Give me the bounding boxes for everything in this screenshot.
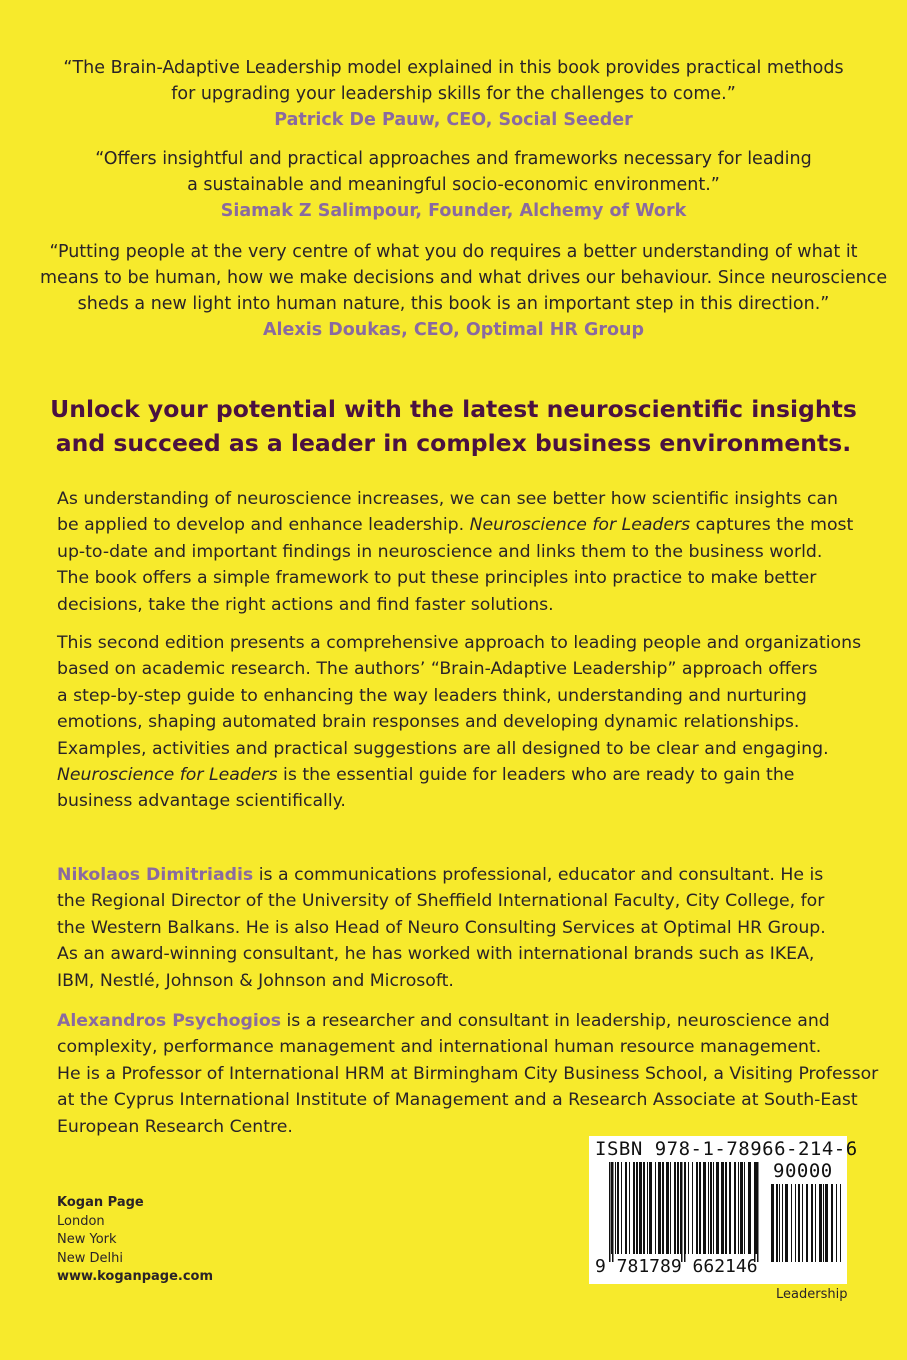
author-2-line-2: complexity, performance management and international human resource management.	[57, 1037, 822, 1058]
barcode-bar	[703, 1162, 706, 1254]
publisher-city-new-york: New York	[57, 1232, 117, 1247]
barcode-bar	[734, 1162, 736, 1254]
author-2-line-1	[57, 1008, 887, 1034]
barcode-bar	[621, 1162, 622, 1254]
barcode-bar	[629, 1162, 630, 1254]
quote-2-line-2: a sustainable and meaningful socio-economic environment.”	[187, 175, 720, 195]
barcode-bar	[811, 1184, 813, 1262]
publisher-website: www.koganpage.com	[57, 1269, 214, 1284]
desc-1-line-2	[57, 512, 887, 538]
barcode-bar	[771, 1184, 774, 1262]
author-1-line-4: As an award-winning consultant, he has worked with international brands such as IKEA,	[57, 944, 815, 965]
barcode-bar	[840, 1184, 841, 1262]
barcode-guard-bar	[612, 1162, 614, 1262]
author-1-line-3: the Western Balkans. He is also Head of Neuro Consulting Services at Optimal HR Group.	[57, 917, 826, 938]
author-2-line-1-rest: is a researcher and consultant in leadership, neuroscience and	[280, 1011, 830, 1031]
barcode-bar	[823, 1184, 824, 1262]
quote-3-line-1: “Putting people at the very centre of what you do requires a better understanding of what it	[49, 242, 858, 262]
barcode-bar	[655, 1162, 656, 1254]
quote-2	[40, 146, 867, 224]
desc-2-line-4: emotions, shaping automated brain responses and developing dynamic relationships.	[57, 712, 800, 733]
quote-1	[40, 55, 867, 133]
barcode-bar	[708, 1162, 709, 1254]
quote-3-line-3: sheds a new light into human nature, this book is an important step in this direction.”	[77, 294, 830, 314]
barcode-bar	[748, 1162, 751, 1254]
barcode-bar	[740, 1162, 743, 1254]
author-2-line-3: He is a Professor of International HRM at Birmingham City Business School, a Visiting Professor	[57, 1063, 879, 1084]
desc-2-line-2: based on academic research. The authors’ “Brain-Adaptive Leadership” approach offers	[57, 659, 818, 680]
author-bio-1	[57, 862, 887, 994]
barcode-bar	[806, 1184, 808, 1262]
author-bio-2	[57, 1008, 887, 1140]
desc-2-line-6-end: is the essential guide for leaders who are ready to gain the	[277, 765, 795, 786]
barcode-bar	[798, 1184, 800, 1262]
barcode-bar	[615, 1162, 616, 1254]
barcode-bar	[662, 1162, 664, 1254]
barcode-guard-bar	[754, 1162, 756, 1262]
ean-digits: 9 781789 662146	[595, 1256, 758, 1277]
quote-2-line-1: “Offers insightful and practical approaches and frameworks necessary for leading	[95, 149, 812, 169]
quote-3-attribution: Alexis Doukas, CEO, Optimal HR Group	[263, 320, 644, 340]
publisher-city-new-delhi: New Delhi	[57, 1250, 123, 1266]
desc-1-line-4: The book offers a simple framework to put these principles into practice to make better	[57, 568, 817, 589]
author-2-name: Alexandros Psychogios	[57, 1011, 281, 1031]
quote-1-line-1: “The Brain-Adaptive Leadership model explained in this book provides practical methods	[63, 58, 844, 78]
barcode-bar	[658, 1162, 661, 1254]
barcode-bar	[785, 1184, 788, 1262]
description-paragraph-2	[57, 630, 887, 815]
barcode-bar	[688, 1162, 689, 1254]
barcode-bar	[791, 1184, 792, 1262]
desc-1-line-5: decisions, take the right actions and find faster solutions.	[57, 594, 554, 615]
quote-1-attribution: Patrick De Pauw, CEO, Social Seeder	[274, 110, 633, 130]
barcode-bar	[716, 1162, 719, 1254]
quote-2-attribution: Siamak Z Salimpour, Founder, Alchemy of Work	[220, 201, 687, 221]
barcode-bar	[674, 1162, 676, 1254]
barcode-bar	[625, 1162, 627, 1254]
barcode-bar	[639, 1162, 642, 1254]
barcode-bar	[802, 1184, 803, 1262]
barcode-bar	[680, 1162, 681, 1254]
barcode-bar	[617, 1162, 619, 1254]
barcode-guard-bar	[757, 1162, 759, 1262]
barcode-bar	[738, 1162, 739, 1254]
publisher-city-london: London	[57, 1213, 105, 1229]
barcode-bar	[633, 1162, 635, 1254]
barcode-bar	[670, 1162, 671, 1254]
barcode-bar	[729, 1162, 731, 1254]
barcode-bar	[696, 1162, 698, 1254]
barcode-guard-bar	[609, 1162, 611, 1262]
book-title-italic-2: Neuroscience for Leaders	[57, 765, 278, 786]
barcode-bar	[699, 1162, 701, 1254]
barcode-bar	[725, 1162, 727, 1254]
price-code: 90000	[773, 1160, 833, 1182]
barcode-bar	[649, 1162, 652, 1254]
category-label: Leadership	[776, 1287, 848, 1302]
quote-3-line-2: means to be human, how we make decisions and what drives our behaviour. Since neuroscience	[40, 268, 888, 288]
barcode-bar	[776, 1184, 778, 1262]
publisher-block	[57, 1194, 213, 1287]
barcode-bar	[636, 1162, 638, 1254]
barcode-bar	[831, 1184, 833, 1262]
desc-2-line-5: Examples, activities and practical suggestions are all designed to be clear and engaging.	[57, 738, 829, 759]
barcode-guard-bar	[681, 1162, 683, 1262]
desc-1-line-2-end: captures the most	[690, 515, 854, 536]
barcode-bar	[815, 1184, 816, 1262]
author-1-line-1	[57, 862, 887, 888]
barcode-guard-bar	[684, 1162, 686, 1262]
desc-2-line-3: a step-by-step guide to enhancing the way leaders think, understanding and nurturing	[57, 685, 807, 706]
desc-2-line-1: This second edition presents a comprehensive approach to leading people and organizations	[57, 633, 862, 653]
barcode-bar	[647, 1162, 648, 1254]
barcode-bar	[779, 1184, 780, 1262]
barcode-bar	[643, 1162, 645, 1254]
desc-1-line-1: As understanding of neuroscience increases, we can see better how scientific insights can	[57, 489, 839, 509]
barcode-bar	[825, 1184, 828, 1262]
isbn-barcode	[589, 1136, 858, 1284]
headline	[20, 392, 887, 460]
isbn-label: ISBN 978-1-78966-214-6	[595, 1138, 858, 1160]
desc-1-line-2-start: be applied to develop and enhance leadership.	[57, 515, 470, 536]
book-title-italic: Neuroscience for Leaders	[469, 515, 691, 536]
author-1-line-5: IBM, Nestlé, Johnson & Johnson and Microsoft.	[57, 970, 454, 991]
author-2-line-4: at the Cyprus International Institute of Management and a Research Associate at South-East	[57, 1090, 858, 1111]
desc-2-line-6	[57, 762, 887, 788]
publisher-name: Kogan Page	[57, 1195, 144, 1210]
barcode-bar	[666, 1162, 669, 1254]
barcode-bar	[721, 1162, 724, 1254]
quote-3	[40, 239, 888, 343]
author-1-line-2: the Regional Director of the University of Sheffield International Faculty, City College, for	[57, 891, 825, 912]
barcode-bar	[744, 1162, 745, 1254]
barcode-bar	[795, 1184, 796, 1262]
description-paragraph-1	[57, 486, 887, 618]
author-1-name: Nikolaos Dimitriadis	[57, 865, 254, 885]
barcode-bar	[819, 1184, 822, 1262]
desc-1-line-3: up-to-date and important findings in neuroscience and links them to the business world.	[57, 541, 823, 562]
quote-1-line-2: for upgrading your leadership skills for the challenges to come.”	[171, 84, 736, 104]
barcode-bar	[713, 1162, 714, 1254]
barcode-bar	[782, 1184, 783, 1262]
barcode-bar	[836, 1184, 837, 1262]
barcode-bar	[710, 1162, 712, 1254]
author-2-line-5: European Research Centre.	[57, 1116, 293, 1137]
author-1-line-1-rest: is a communications professional, educator and consultant. He is	[253, 865, 824, 885]
headline-line-1: Unlock your potential with the latest neuroscientific insights	[50, 395, 857, 423]
headline-line-2: and succeed as a leader in complex business environments.	[55, 429, 852, 457]
barcode-bar	[692, 1162, 693, 1254]
desc-2-line-7: business advantage scientifically.	[57, 791, 346, 812]
barcode-bar	[677, 1162, 679, 1254]
